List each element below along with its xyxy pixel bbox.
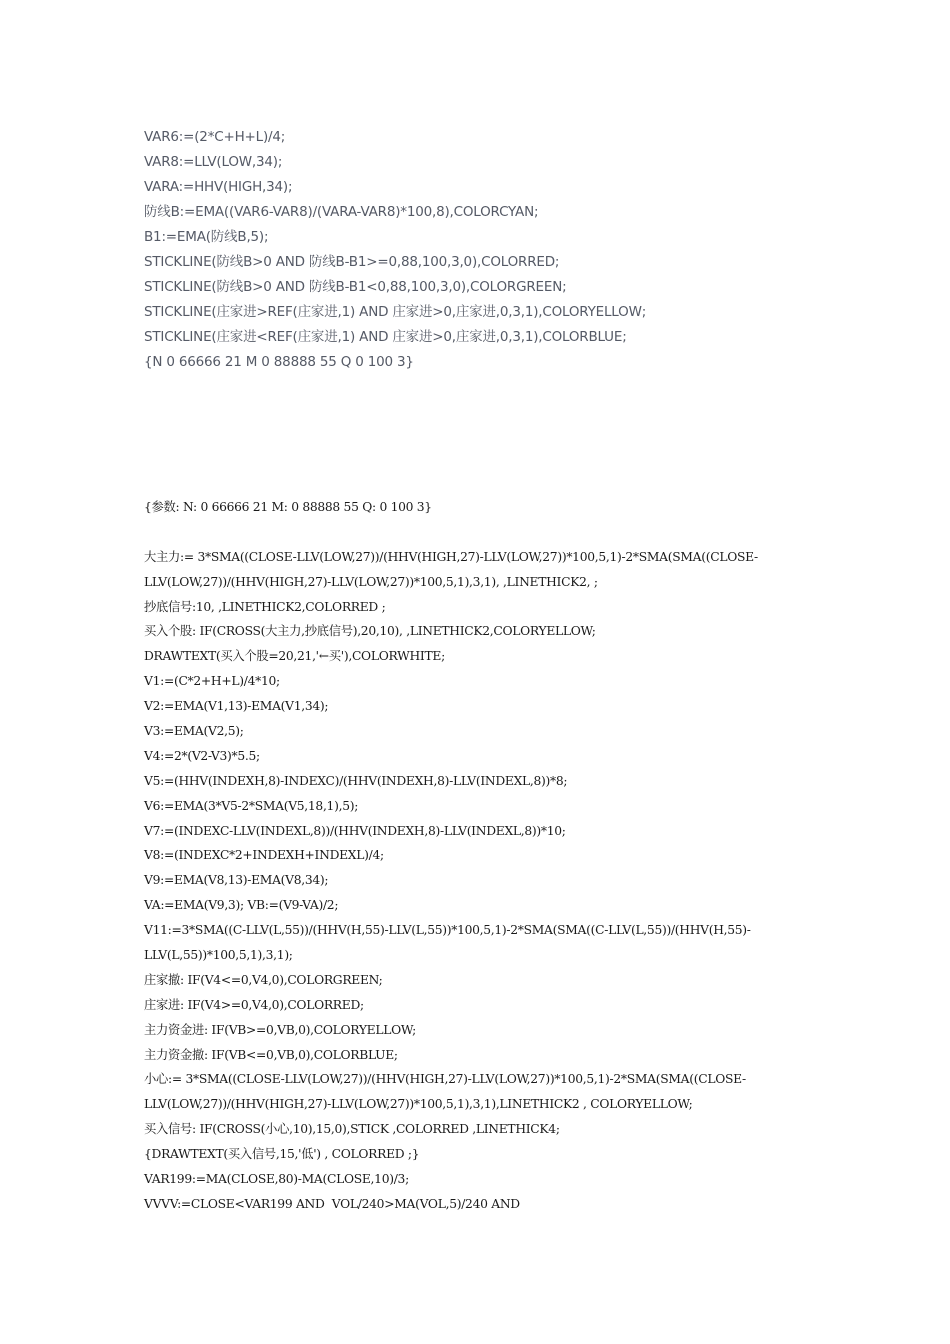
code-line: 主力资金撤: IF(VB<=0,VB,0),COLORBLUE; <box>144 1047 398 1062</box>
code-line: 庄家撤: IF(V4<=0,V4,0),COLORGREEN; <box>144 972 383 987</box>
code-line: V2:=EMA(V1,13)-EMA(V1,34); <box>144 699 329 714</box>
code-line: V3:=EMA(V2,5); <box>144 724 244 739</box>
code-line: STICKLINE(防线B>0 AND 防线B-B1>=0,88,100,3,0),COLORRED; <box>144 254 560 270</box>
code-line: 大主力:= 3*SMA((CLOSE-LLV(LOW,27))/(HHV(HIGH,27)-LLV(LOW,27))*100,5,1)-2*SMA(SMA((CLOSE- <box>144 549 758 564</box>
code-line: DRAWTEXT(买入个股=20,21,'←买'),COLORWHITE; <box>144 649 445 664</box>
code-line: V4:=2*(V2-V3)*5.5; <box>144 748 260 763</box>
code-line: STICKLINE(庄家进>REF(庄家进,1) AND 庄家进>0,庄家进,0,3,1),COLORYELLOW; <box>144 304 647 320</box>
code-line: V1:=(C*2+H+L)/4*10; <box>144 674 280 689</box>
code-line: STICKLINE(防线B>0 AND 防线B-B1<0,88,100,3,0),COLORGREEN; <box>144 279 567 295</box>
code-line: V8:=(INDEXC*2+INDEXH+INDEXL)/4; <box>144 848 384 863</box>
code-line: V5:=(HHV(INDEXH,8)-INDEXC)/(HHV(INDEXH,8)-LLV(INDEXL,8))*8; <box>144 773 568 788</box>
code-line: 小心:= 3*SMA((CLOSE-LLV(LOW,27))/(HHV(HIGH,27)-LLV(LOW,27))*100,5,1)-2*SMA(SMA((CLOSE- <box>144 1072 746 1087</box>
code-line: 买入信号: IF(CROSS(小心,10),15,0),STICK ,COLORRED ,LINETHICK4; <box>144 1122 560 1137</box>
code-line: 防线B:=EMA((VAR6-VAR8)/(VARA-VAR8)*100,8),COLORCYAN; <box>144 204 539 220</box>
formula-block-1 <box>144 125 904 375</box>
code-line: VAR8:=LLV(LOW,34); <box>144 154 283 170</box>
code-line: VVVV:=CLOSE<VAR199 AND VOL/240>MA(VOL,5)/240 AND <box>144 1196 520 1211</box>
code-line: VAR6:=(2*C+H+L)/4; <box>144 129 286 145</box>
code-line: {N 0 66666 21 M 0 88888 55 Q 0 100 3} <box>144 354 414 370</box>
code-line: V6:=EMA(3*V5-2*SMA(V5,18,1),5); <box>144 798 359 813</box>
code-line: B1:=EMA(防线B,5); <box>144 229 269 245</box>
code-line: VAR199:=MA(CLOSE,80)-MA(CLOSE,10)/3; <box>144 1172 409 1187</box>
params-line: {参数: N: 0 66666 21 M: 0 88888 55 Q: 0 100 3} <box>144 500 432 514</box>
code-line: LLV(LOW,27))/(HHV(HIGH,27)-LLV(LOW,27))*100,5,1),3,1), ,LINETHICK2, ; <box>144 574 598 589</box>
code-line: STICKLINE(庄家进<REF(庄家进,1) AND 庄家进>0,庄家进,0,3,1),COLORBLUE; <box>144 329 627 345</box>
code-line: 抄底信号:10, ,LINETHICK2,COLORRED ; <box>144 599 386 614</box>
code-line: VARA:=HHV(HIGH,34); <box>144 179 293 195</box>
blank-line <box>144 520 934 545</box>
code-line: V9:=EMA(V8,13)-EMA(V8,34); <box>144 873 329 888</box>
code-line: V11:=3*SMA((C-LLV(L,55))/(HHV(H,55)-LLV(L,55))*100,5,1)-2*SMA(SMA((C-LLV(L,55))/(HHV(H,55)- <box>144 923 751 938</box>
code-line: 主力资金进: IF(VB>=0,VB,0),COLORYELLOW; <box>144 1022 416 1037</box>
formula-block-2 <box>144 495 934 1217</box>
code-line: V7:=(INDEXC-LLV(INDEXL,8))/(HHV(INDEXH,8)-LLV(INDEXL,8))*10; <box>144 823 566 838</box>
code-line: 买入个股: IF(CROSS(大主力,抄底信号),20,10), ,LINETHICK2,COLORYELLOW; <box>144 624 596 639</box>
code-line: {DRAWTEXT(买入信号,15,'低') , COLORRED ;} <box>144 1147 420 1162</box>
code-line: LLV(L,55))*100,5,1),3,1); <box>144 948 293 963</box>
code-line: LLV(LOW,27))/(HHV(HIGH,27)-LLV(LOW,27))*100,5,1),3,1),LINETHICK2 , COLORYELLOW; <box>144 1097 693 1112</box>
code-line: VA:=EMA(V9,3); VB:=(V9-VA)/2; <box>144 898 339 913</box>
code-line: 庄家进: IF(V4>=0,V4,0),COLORRED; <box>144 997 364 1012</box>
